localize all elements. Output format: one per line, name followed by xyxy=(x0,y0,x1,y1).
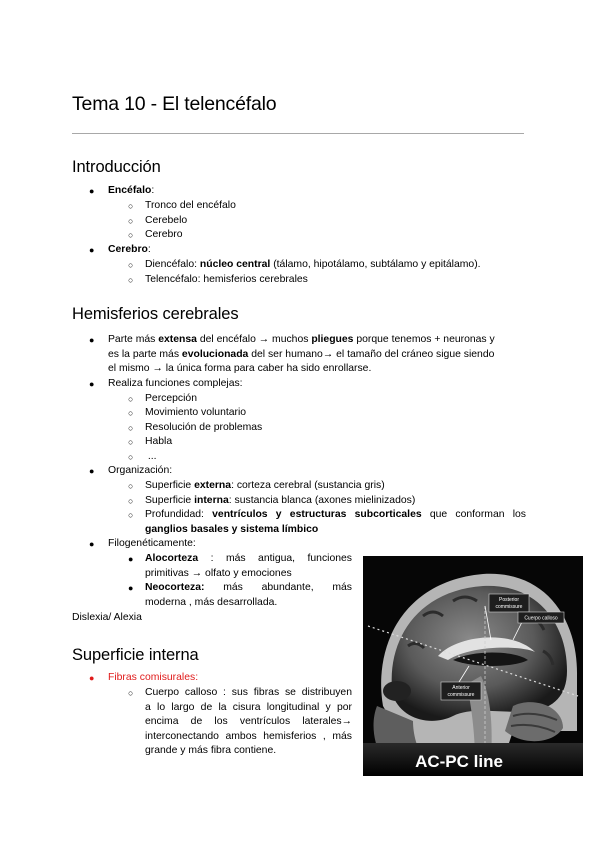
list-item-telencefalo: Telencéfalo: hemisferios cerebrales xyxy=(145,274,308,285)
list-item-interna: Superficie interna: sustancia blanca (axones mielinizados) xyxy=(145,495,416,506)
note-dislexia: Dislexia/ Alexia xyxy=(72,612,142,623)
list-item: Tronco del encéfalo xyxy=(145,200,236,211)
list-item-diencefalo: Diencéfalo: núcleo central (tálamo, hipotálamo, subtálamo y epitálamo). xyxy=(145,259,481,270)
paragraph-line: el mismo → la única forma para caber ha sido enrollarse. xyxy=(108,363,372,374)
circle-bullet-icon: ○ xyxy=(128,275,134,285)
list-item: ... xyxy=(145,451,157,462)
bullet-icon: ● xyxy=(89,539,95,549)
circle-bullet-icon: ○ xyxy=(128,423,134,433)
circle-bullet-icon: ○ xyxy=(128,408,134,418)
list-item-externa: Superficie externa: corteza cerebral (sustancia gris) xyxy=(145,480,385,491)
paragraph-line: a lo largo de la cisura longitudinal y por xyxy=(145,702,352,713)
bullet-icon: ● xyxy=(89,245,95,255)
circle-bullet-icon: ○ xyxy=(128,216,134,226)
circle-bullet-icon: ○ xyxy=(128,510,134,520)
bullet-icon: ● xyxy=(89,466,95,476)
paragraph-line: interconectando ambos hemisferios , más xyxy=(145,731,352,742)
bullet-icon: ● xyxy=(89,186,95,196)
paragraph-line: Cuerpo calloso : sus fibras se distribuyen xyxy=(145,687,352,698)
paragraph-line: grande y más fibra contiene. xyxy=(145,745,277,756)
circle-bullet-icon: ○ xyxy=(128,437,134,447)
list-item: Cerebelo xyxy=(145,215,188,226)
list-item: Habla xyxy=(145,436,173,447)
list-item-fibras: Fibras comisurales: xyxy=(108,672,199,683)
list-item-neocorteza: Neocorteza: más abundante, más xyxy=(145,582,352,593)
list-item: Resolución de problemas xyxy=(145,422,263,433)
list-item-filogenetica: Filogenéticamente: xyxy=(108,538,196,549)
list-item-alocorteza-cont: primitivas → olfato y emociones xyxy=(145,568,292,579)
circle-bullet-icon: ○ xyxy=(128,260,134,270)
circle-bullet-icon: ○ xyxy=(128,496,134,506)
label-commissure: commissure xyxy=(495,604,523,610)
heading-superficie-interna: Superficie interna xyxy=(72,646,199,664)
heading-hemisferios: Hemisferios cerebrales xyxy=(72,305,239,323)
label-posterior: Posterior xyxy=(498,597,520,603)
figure-caption: AC-PC line xyxy=(415,752,503,771)
mri-sagittal-image xyxy=(363,556,583,776)
list-item-profundidad: Profundidad: ventrículos y estructuras subcorticales que conforman los xyxy=(145,509,527,520)
label-anterior: Anterior xyxy=(452,685,470,691)
paragraph-line: Parte más extensa del encéfalo → muchos pliegues porque tenemos + neuronas y xyxy=(108,334,495,345)
title-divider xyxy=(72,133,524,134)
list-item-organizacion: Organización: xyxy=(108,465,173,476)
list-item: Percepción xyxy=(145,393,197,404)
heading-introduccion: Introducción xyxy=(72,158,161,176)
bullet-icon: ● xyxy=(89,335,95,345)
circle-bullet-icon: ○ xyxy=(128,688,134,698)
list-item: Movimiento voluntario xyxy=(145,407,247,418)
list-item-encefalo: Encéfalo: xyxy=(108,185,155,196)
circle-bullet-icon: ○ xyxy=(128,201,134,211)
list-item: Cerebro xyxy=(145,229,183,240)
list-item-alocorteza: Alocorteza : más antigua, funciones xyxy=(145,553,352,564)
bullet-icon: ● xyxy=(128,554,134,564)
list-item-funciones: Realiza funciones complejas: xyxy=(108,378,243,389)
paragraph-line: encima de los ventrículos laterales→ xyxy=(145,716,352,727)
bullet-icon: ● xyxy=(89,673,95,683)
list-item-cerebro: Cerebro: xyxy=(108,244,151,255)
page-title: Tema 10 - El telencéfalo xyxy=(72,93,277,115)
circle-bullet-icon: ○ xyxy=(128,481,134,491)
label-commissure-2: commissure xyxy=(447,692,475,698)
paragraph-line: es la parte más evolucionada del ser humano→ el tamaño del cráneo sigue siendo xyxy=(108,349,495,360)
mri-illustration xyxy=(363,556,583,776)
bullet-icon: ● xyxy=(128,583,134,593)
label-cuerpo-calloso: Cuerpo calloso xyxy=(524,615,558,622)
bullet-icon: ● xyxy=(89,379,95,389)
circle-bullet-icon: ○ xyxy=(128,394,134,404)
circle-bullet-icon: ○ xyxy=(128,452,134,462)
list-item-profundidad-cont: ganglios basales y sistema límbico xyxy=(145,524,319,535)
list-item-neocorteza-cont: moderna , más desarrollada. xyxy=(145,597,278,608)
circle-bullet-icon: ○ xyxy=(128,230,134,240)
